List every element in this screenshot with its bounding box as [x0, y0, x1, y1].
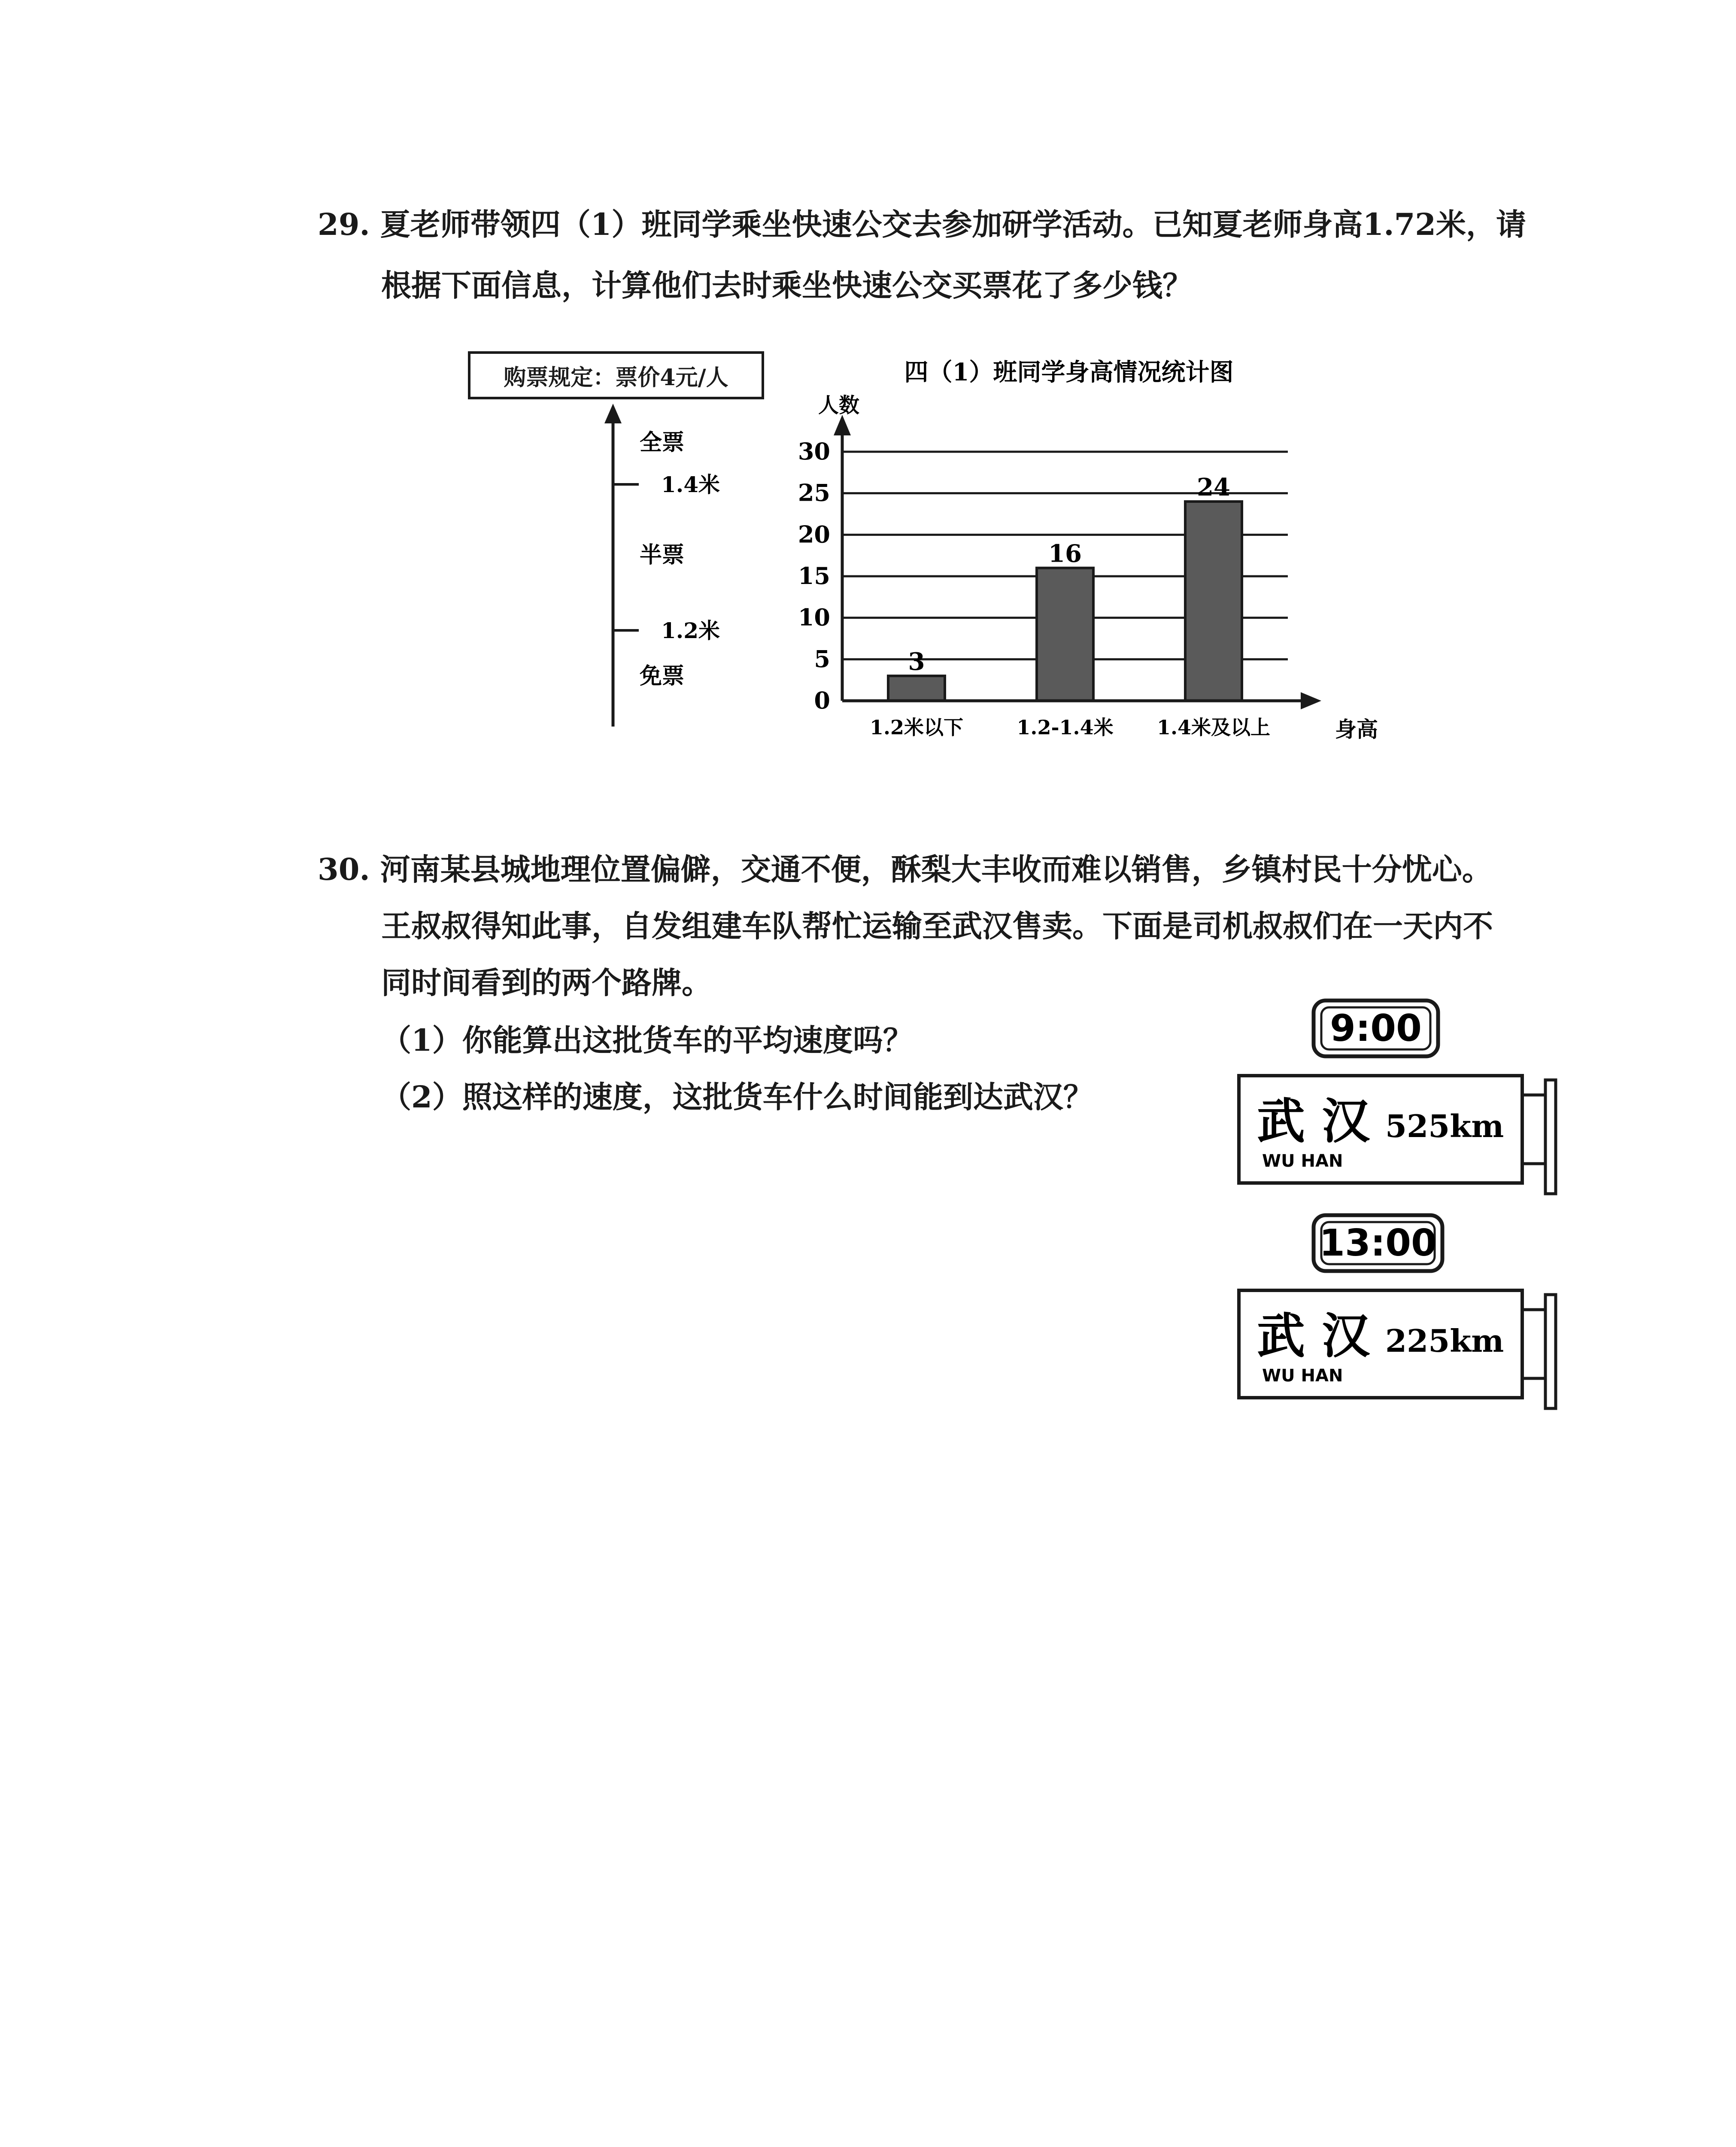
scale-mark-low: 1.2米 [661, 618, 720, 643]
q30-text-line1: 河南某县城地理位置偏僻，交通不便，酥梨大丰收而难以销售，乡镇村民十分忧心。 [380, 852, 1492, 887]
chart-title: 四（1）班同学身高情况统计图 [904, 358, 1234, 386]
q30-number: 30. [318, 852, 370, 887]
q30-line3: 同时间看到的两个路牌。 [381, 965, 712, 1001]
bar-value-label: 3 [908, 648, 925, 676]
q30-sub2: （2）照这样的速度，这批货车什么时间能到达武汉？ [381, 1079, 1093, 1115]
bar [1037, 568, 1093, 701]
y-axis-title: 人数 [818, 393, 860, 417]
x-category-label: 1.4米及以上 [1156, 716, 1271, 739]
sign1-city: 武 汉 [1257, 1093, 1370, 1150]
q30-line1 [318, 852, 1492, 887]
y-tick-label: 20 [798, 520, 830, 548]
y-tick-label: 0 [814, 687, 830, 714]
y-tick-label: 30 [798, 438, 830, 465]
q29-text-line1: 夏老师带领四（1）班同学乘坐快速公交去参加研学活动。已知夏老师身高1.72米，请 [380, 207, 1526, 242]
scale-mark-high: 1.4米 [661, 472, 720, 497]
y-tick-label: 15 [798, 562, 830, 590]
scale-half-label: 半票 [640, 542, 685, 568]
x-category-label: 1.2米以下 [869, 716, 964, 739]
scale-full-label: 全票 [640, 429, 685, 456]
road-sign-0900 [1228, 996, 1563, 1198]
q29-number: 29. [318, 207, 370, 242]
y-tick-label: 10 [798, 603, 830, 631]
x-axis-arrow [1301, 692, 1321, 709]
x-axis-title: 身高 [1335, 717, 1378, 742]
q30-sub1: （1）你能算出这批货车的平均速度吗？ [381, 1022, 913, 1058]
sign1-pinyin: WU HAN [1262, 1151, 1343, 1171]
y-tick-label: 25 [798, 479, 830, 507]
y-tick-label: 5 [814, 645, 830, 673]
q29-line1 [318, 207, 1526, 242]
q30-line2: 王叔叔得知此事，自发组建车队帮忙运输至武汉售卖。下面是司机叔叔们在一天内不 [381, 908, 1493, 944]
ticket-rule-box: 购票规定：票价4元/人 [468, 351, 764, 399]
road-sign-1300 [1228, 1211, 1563, 1413]
q29-line2: 根据下面信息，计算他们去时乘坐快速公交买票花了多少钱？ [381, 268, 1193, 303]
bar-value-label: 24 [1197, 473, 1230, 502]
sign2-time: 13:00 [1319, 1222, 1437, 1265]
bar-value-label: 16 [1048, 539, 1082, 568]
sign2-pinyin: WU HAN [1262, 1366, 1343, 1386]
bar [1185, 502, 1242, 701]
ticket-height-scale [558, 404, 756, 730]
scale-free-label: 免票 [640, 663, 685, 689]
sign1-distance: 525km [1385, 1108, 1504, 1144]
sign2-city: 武 汉 [1257, 1308, 1370, 1364]
height-bar-chart [773, 352, 1378, 751]
x-category-label: 1.2-1.4米 [1017, 716, 1114, 739]
bar [888, 676, 945, 701]
y-axis-arrow [834, 415, 851, 435]
sign1-time: 9:00 [1330, 1007, 1422, 1050]
sign2-distance: 225km [1385, 1323, 1504, 1359]
